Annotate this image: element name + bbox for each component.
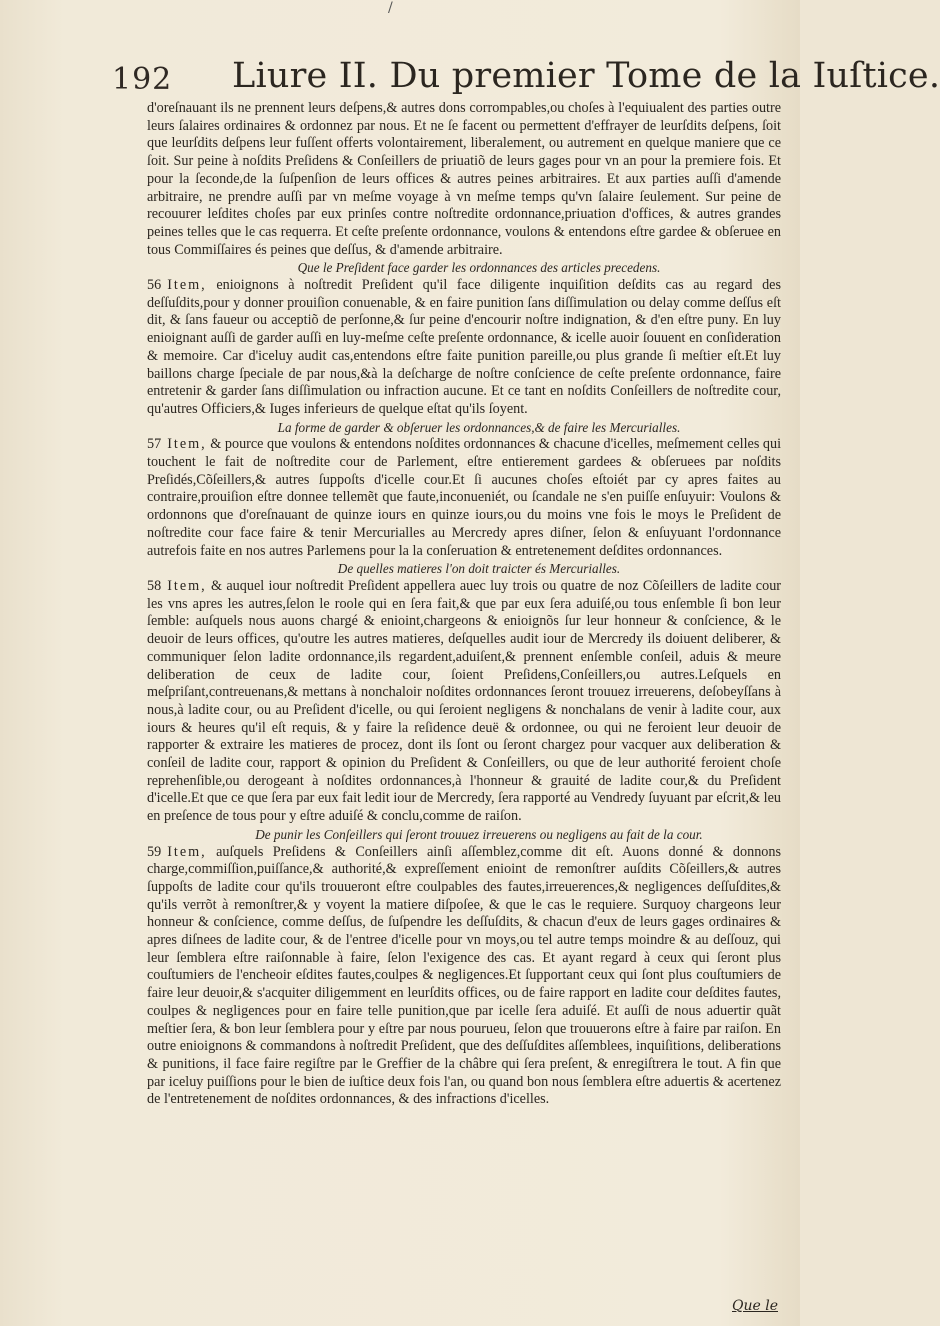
article-number: 58 [147, 577, 162, 594]
article-57 [147, 436, 781, 560]
article-number: 57 [147, 436, 162, 453]
article-text: & pource que voulons & entendons noſdites ordonnances & chacune d'icelles, meſmement celles qui touchent le fait de noſtredite cour de Parlement, eſtre entierement gardees & obſeruees par noſdits Preſidés,Cõſeillers,& autres ſuppoſts d'icelle cour.Et ſi aucunes choſes eſtoiét par cy apres faites au contraire,prouiſion eſtre donnee tellemẽt que faute,inconueniét, ou ſcandale ne s'en puiſſe enſuyuir: Voulons & ordonnons que d'oreſnauant de quinze iours en quinze iours,ou du moins vne fois le moys le Preſident de noſtredite cour face faire & tenir Mercurialles au Mercredy apres diſner, ſelon & enſuyuant l'ordonnance autrefois faite en nos autres Parlemens pour la la conſeruation & entretenement deſdites ordonnances. [147, 436, 782, 559]
paragraph-intro: d'oreſnauant ils ne prennent leurs deſpens,& autres dons corrompables,ou choſes à l'equiualent des parties outre leurs ſalaires ordinaires & ordonnez par nous. Et ne ſe facent ou permettent d'effrayer de leurſdits deſpens, ſoit que leurſdits deſpens leur fuſſent offerts volontairement, liberalement, ou autrement en quelque maniere que ce ſoit. Sur peine à noſdits Preſidens & Conſeillers de priuatiõ de leurs gages pour vn an pour la premiere fois. Et pour la ſeconde,de la ſuſpenſion de leurs offices & autres peines arbitraires. Et aux parties auſſi d'amende arbitraire, ne prendre auſſi par vn meſme voyage à vn meſme temps qu'vn ſalaire ſeulement. Sur peine de recouurer leſdites choſes par eux prinſes contre noſtredite ordonnance,priuation d'offices, & autres grandes peines telles que le cas requerra. Et ceſte preſente ordonnance, voulons & entendons eſtre gardee & obſeruee en tous Commiſſaires és peines que deſſus, & d'amende arbitraire. [147, 100, 781, 258]
catchword: Que le [732, 1298, 778, 1314]
article-number: 59 [147, 843, 162, 860]
item-word: Item, [167, 843, 207, 860]
article-number: 56 [147, 277, 162, 294]
item-word: Item, [167, 277, 207, 294]
body-text [147, 100, 781, 1109]
article-text: enioignons à noſtredit Preſident qu'il face diligente inquiſition deſdits cas au regard des deſſuſdits,pour y donner prouiſion conuenable, & en faire punition ſans diſſimulation ou delay comme deſſus eſt dit, & ſans faueur ou acceptiõ de perſonne,& ſur peine d'encourir noſtre indignation, & d'en eſtre puny. En luy enioignant auſſi de garder auſſi en luy-meſme ceſte preſente ordonnance, & icelle auoir ſouuent en conſideration & memoire. Car d'iceluy audit cas,entendons eſtre faite punition pareille,ou plus grande ſi meſtier eſt.Et luy baillons charge ſpeciale de par nous,&à la deſcharge de noſtre conſcience de ceſte preſente ordonnance, faire entretenir & garder ſans diſſimulation ou infraction aucune. Et ce tant en noſdits Conſeillers de noſtredite cour, qu'autres Officiers,& Iuges inferieurs de quelque eſtat qu'ils ſoyent. [147, 277, 781, 417]
section-heading-56: Que le Preſident face garder les ordonnances des articles precedens. [297, 260, 661, 276]
top-ink-mark: / [388, 0, 393, 16]
section-heading-59: De punir les Conſeillers qui ſeront trouuez irreuerens ou negligens au fait de la cour. [255, 826, 703, 842]
article-text: auſquels Preſidens & Conſeillers ainſi aſſemblez,comme dit eſt. Auons donné & donnons charge,commiſſion,puiſſance,& authorité,& expreſſement enioint de remonſtrer auſdits Cõſeillers,& autres ſuppoſts de ladite cour qu'ils trouueront eſtre coulpables des fautes,irreuerences,& negligences deſſuſdites,& qu'ils verrõt à remonſtrer,& y voyent la matiere diſpoſee, & que le cas le requiere. Surquoy chargeons leur honneur & conſcience, comme deſſus, de ſuſpendre les deſſuſdits, & chacun d'eux de leurs gages ordinaires & apres diſnees de ladite cour, & de l'entree d'icelle pour vn moys,ou tel autre temps moindre & au deſſouz, qui leur ſemblera eſtre raiſonnable à faire, ſelon l'exigence des cas. Et ayant regard à ceux qui ſeront plus couſtumiers de l'encheoir eſdites fautes,coulpes & negligences.Et ſupportant ceux qui ſont plus couſtumiers de faire leur deuoir,& s'acquiter diligemment en leurſdits offices, ou de faire rapport en ladite cour deſdites fautes, coulpes & negligences pour en faire telle punition,que par icelle ſera aduiſé. Et auſſi de nous aduertir quãt meſtier ſera, & bon leur ſemblera pour y eſtre par nous pourueu, ſelon que trouuerons eſtre à faire par raiſon. En outre enioignons & commandons à noſtredit Preſident, que des deſſuſdites aſſemblees, inquiſitions, deliberations & punitions, il face faire regiſtre par le Greffier de la châbre qui ſera preſent, & enregiſtrera le tout. A fin que par iceluy puiſſions pour le bien de iuſtice deux fois l'an, ou quand bon nous ſemblera eſtre aduertis & acertenez de l'entretenement de noſdites ordonnances, & des infractions d'icelles. [147, 843, 781, 1108]
section-heading-57: La forme de garder & obſeruer les ordonnances,& de faire les Mercurialles. [277, 419, 681, 435]
item-word: Item, [167, 436, 207, 453]
item-word: Item, [167, 577, 207, 594]
article-59 [147, 844, 781, 1110]
page-number: 192 [112, 62, 173, 97]
article-text: & auquel iour noſtredit Preſident appellera auec luy trois ou quatre de noz Cõſeillers de ladite cour les vns apres les autres,ſelon le roole qui en ſera fait,& que par eux ſera aduiſé,ou tous enſemble ſi bon leur ſemble: auſquels nous auons chargé & enioint,chargeons & enioignõs ſur leur honneur & conſcience, & le deuoir de leurs offices, qu'outre les autres matieres, deſquelles audit iour de Mercredy ils doiuent deliberer, & communiquer ſelon ladite ordonnance,ils regardent,aduiſent,& prennent enſemble conſeil, aduis & meure deliberation de ceux de ladite cour, ſoient Preſidens,Conſeillers,ou autres.Leſquels en meſpriſant,contreuenans,& mettans à nonchaloir noſdites ordonnances ſeront trouuez irreuerens, deſobeyſſans à nous,à ladite cour, ou au Preſident d'icelle, ou qui ſeroient negligens & nonchalans de venir à ladite cour, aux iours & heures qu'il eſt requis, & y faire la reſidence deuë & ordonnee, ou qui ne feroient leur deuoir de rapporter & extraire les matieres de procez, dont ils ſont ou ſeront chargez pour vacquer aux deliberation & conſeil de ladite cour, rapport & opinion du Preſident & Conſeillers, ou que de leur authorité feroient choſe reprehenſible,ou derogeant à noſdites ordonnances,à l'honneur & grauité de ladite cour,& du Preſident d'icelle.Et que ce que ſera par eux fait ledit iour de Mercredy, ſera rapporté au Vendredy ſuyuant par eſcrit,& leu en preſence de tous pour y eſtre aduiſé & conclu,comme de raiſon. [147, 577, 782, 825]
section-heading-58: De quelles matieres l'on doit traicter és Mercurialles. [337, 561, 621, 577]
article-56 [147, 277, 781, 419]
running-head: Liure II. Du premier Tome de la Iuſtice. [232, 56, 940, 96]
article-58 [147, 578, 781, 826]
